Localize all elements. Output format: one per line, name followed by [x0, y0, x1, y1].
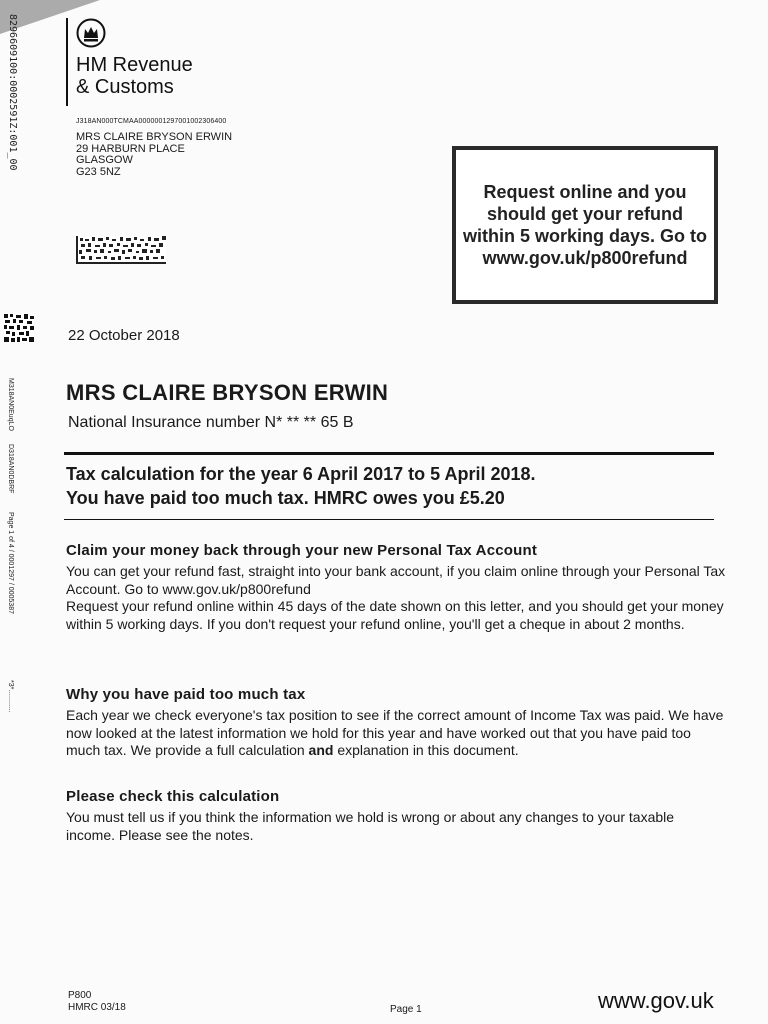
section-paragraph	[66, 707, 726, 760]
divider	[64, 519, 714, 520]
reference-code: J318AN000TCMAA0000001297001002306400	[76, 118, 227, 125]
form-code	[68, 990, 126, 1014]
section-paragraph: Request your refund online within 45 days of the date shown on this letter, and you should get your money within 5 working days. If you don't request your refund online, you'll get a cheque in about 2 months.	[66, 598, 724, 632]
logo-rule	[66, 18, 68, 106]
org-line-1: HM Revenue	[76, 54, 193, 76]
address-line: GLASGOW	[76, 154, 133, 166]
paragraph-text: explanation in this document.	[337, 742, 519, 758]
callout-url[interactable]: www.gov.uk/p800refund	[482, 248, 688, 268]
paragraph-text: Each year we check everyone's tax position to see if the correct amount of Income Tax was paid. We have now looked at the latest information we hold for this year and have worked out that you have paid too much tax. We provide a full calculation	[66, 707, 724, 758]
check-section	[66, 788, 726, 844]
form-version: HMRC 03/18	[68, 1002, 126, 1013]
organisation-name	[76, 54, 193, 98]
address-line: G23 5NZ	[76, 165, 121, 178]
letter-date: 22 October 2018	[68, 327, 180, 344]
callout-message: Request online and you should get your refund within 5 working days. Go to	[462, 182, 708, 246]
headline-line-2: You have paid too much tax. HMRC owes you £5.20	[66, 488, 505, 508]
crown-icon	[76, 18, 106, 48]
postal-barcode	[76, 236, 166, 264]
callout-text	[460, 181, 710, 269]
section-paragraph: You must tell us if you think the information we hold is wrong or about any changes to your taxable income. Please see the notes.	[66, 809, 675, 843]
margin-code-a: M318AN0EuqLO	[7, 378, 14, 431]
headline-line-1: Tax calculation for the year 6 April 2017 to 5 April 2018.	[66, 464, 536, 484]
headline	[66, 462, 726, 510]
section-heading: Claim your money back through your new Personal Tax Account	[66, 542, 538, 559]
form-id: P800	[68, 990, 92, 1001]
org-line-2: & Customs	[76, 76, 174, 98]
address-line: MRS CLAIRE BRYSON ERWIN	[76, 131, 233, 143]
margin-mark: *3*............	[7, 680, 14, 713]
margin-code-b: D318AN0DBRF	[7, 444, 14, 494]
scan-code: 8296609100:0002591Z:001_00	[7, 14, 18, 171]
refund-callout-box	[452, 146, 718, 304]
divider	[64, 452, 714, 455]
margin-page-info: Page 1 of 4 / 0001297 / 0005387	[7, 512, 14, 614]
claim-section	[66, 542, 726, 633]
recipient-name: MRS CLAIRE BRYSON ERWIN	[66, 380, 389, 405]
section-heading: Please check this calculation	[66, 788, 280, 805]
footer-url[interactable]: www.gov.uk	[598, 988, 714, 1013]
postal-address	[76, 132, 232, 178]
side-qr-code	[4, 314, 34, 342]
page-number: Page 1	[390, 1004, 422, 1015]
why-section	[66, 686, 726, 760]
section-heading: Why you have paid too much tax	[66, 686, 306, 703]
ni-number: National Insurance number N* ** ** 65 B	[68, 414, 354, 431]
section-paragraph: You can get your refund fast, straight into your bank account, if you claim online through your Personal Tax Account. Go to www.gov.uk/p800refund	[66, 563, 726, 597]
address-line: 29 HARBURN PLACE	[76, 142, 185, 155]
emphasis-text: and	[308, 742, 334, 758]
